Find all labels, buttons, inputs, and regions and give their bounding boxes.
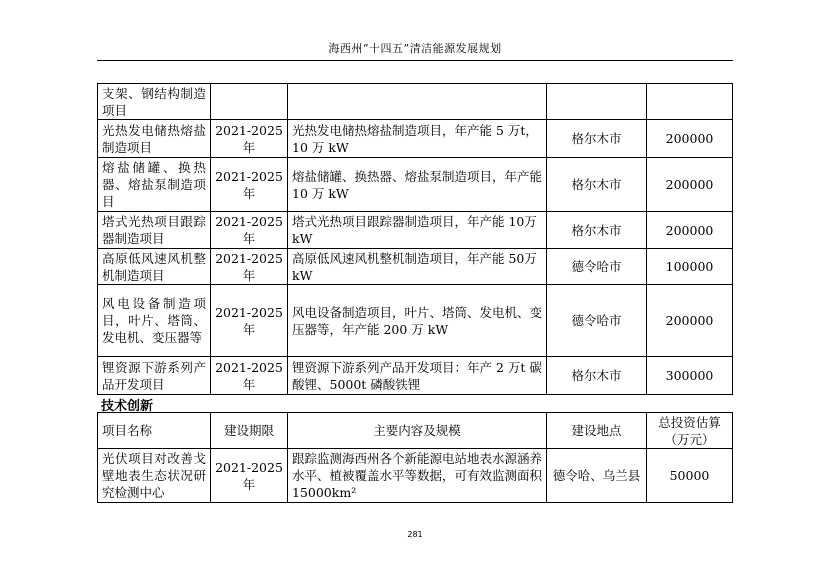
project-name-cell: 支架、钢结构制造项目 xyxy=(98,84,211,120)
page-number: 281 xyxy=(407,530,423,539)
content-cell: 跟踪监测海西州各个新能源电站地表水源涵养水平、植被覆盖水平等数据，可有效监测面积 15000km² xyxy=(288,449,547,503)
table-row xyxy=(98,120,733,158)
investment-cell: 300000 xyxy=(647,357,733,395)
section-title: 技术创新 xyxy=(101,399,154,414)
investment-cell: 100000 xyxy=(647,249,733,285)
header-content: 主要内容及规模 xyxy=(288,413,547,449)
content-cell: 光热发电储热熔盐制造项目，年产能 5 万t，10 万 kW xyxy=(288,120,547,158)
page-header: 海西州“十四五”清洁能源发展规划 xyxy=(328,42,502,55)
project-name-cell: 熔盐储罐、换热器、熔盐泵制造项目 xyxy=(98,158,211,212)
investment-cell: 200000 xyxy=(647,212,733,249)
project-name-cell: 光热发电储热熔盐制造项目 xyxy=(98,120,211,158)
period-cell: 2021-2025年 xyxy=(211,212,288,249)
content-cell xyxy=(288,84,547,120)
table-row xyxy=(98,449,733,503)
project-name-cell: 锂资源下游系列产品开发项目 xyxy=(98,357,211,395)
table-row xyxy=(98,249,733,285)
period-cell: 2021-2025年 xyxy=(211,285,288,357)
table-row xyxy=(98,158,733,212)
period-cell: 2021-2025年 xyxy=(211,357,288,395)
content-cell: 风电设备制造项目，叶片、塔筒、发电机、变压器等，年产能 200 万 kW xyxy=(288,285,547,357)
header-investment: 总投资估算（万元） xyxy=(647,413,733,449)
innovation-table xyxy=(97,412,733,503)
investment-cell: 200000 xyxy=(647,120,733,158)
project-name-cell: 风电设备制造项目，叶片、塔筒、发电机、变压器等 xyxy=(98,285,211,357)
location-cell: 德令哈市 xyxy=(547,285,647,357)
table-row xyxy=(98,84,733,120)
project-name-cell: 高原低风速风机整机制造项目 xyxy=(98,249,211,285)
location-cell: 格尔木市 xyxy=(547,120,647,158)
period-cell: 2021-2025年 xyxy=(211,158,288,212)
investment-cell: 200000 xyxy=(647,285,733,357)
content-cell: 锂资源下游系列产品开发项目：年产 2 万t 碳酸锂、5000t 磷酸铁锂 xyxy=(288,357,547,395)
projects-table xyxy=(97,83,733,395)
period-cell: 2021-2025年 xyxy=(211,249,288,285)
location-cell xyxy=(547,84,647,120)
investment-cell xyxy=(647,84,733,120)
header-rule xyxy=(97,60,733,61)
location-cell: 格尔木市 xyxy=(547,158,647,212)
header-name: 项目名称 xyxy=(98,413,211,449)
content-cell: 高原低风速风机整机制造项目，年产能 50万 kW xyxy=(288,249,547,285)
period-cell: 2021-2025年 xyxy=(211,120,288,158)
period-cell xyxy=(211,84,288,120)
table-row xyxy=(98,285,733,357)
content-cell: 塔式光热项目跟踪器制造项目，年产能 10万 kW xyxy=(288,212,547,249)
location-cell: 德令哈、乌兰县 xyxy=(547,449,647,503)
investment-cell: 200000 xyxy=(647,158,733,212)
table-header-row xyxy=(98,413,733,449)
location-cell: 格尔木市 xyxy=(547,212,647,249)
content-cell: 熔盐储罐、换热器、熔盐泵制造项目，年产能 10 万 kW xyxy=(288,158,547,212)
location-cell: 德令哈市 xyxy=(547,249,647,285)
investment-cell: 50000 xyxy=(647,449,733,503)
project-name-cell: 塔式光热项目跟踪器制造项目 xyxy=(98,212,211,249)
header-location: 建设地点 xyxy=(547,413,647,449)
location-cell: 格尔木市 xyxy=(547,357,647,395)
table-row xyxy=(98,357,733,395)
header-period: 建设期限 xyxy=(211,413,288,449)
table-row xyxy=(98,212,733,249)
project-name-cell: 光伏项目对改善戈壁地表生态状况研究检测中心 xyxy=(98,449,211,503)
period-cell: 2021-2025年 xyxy=(211,449,288,503)
